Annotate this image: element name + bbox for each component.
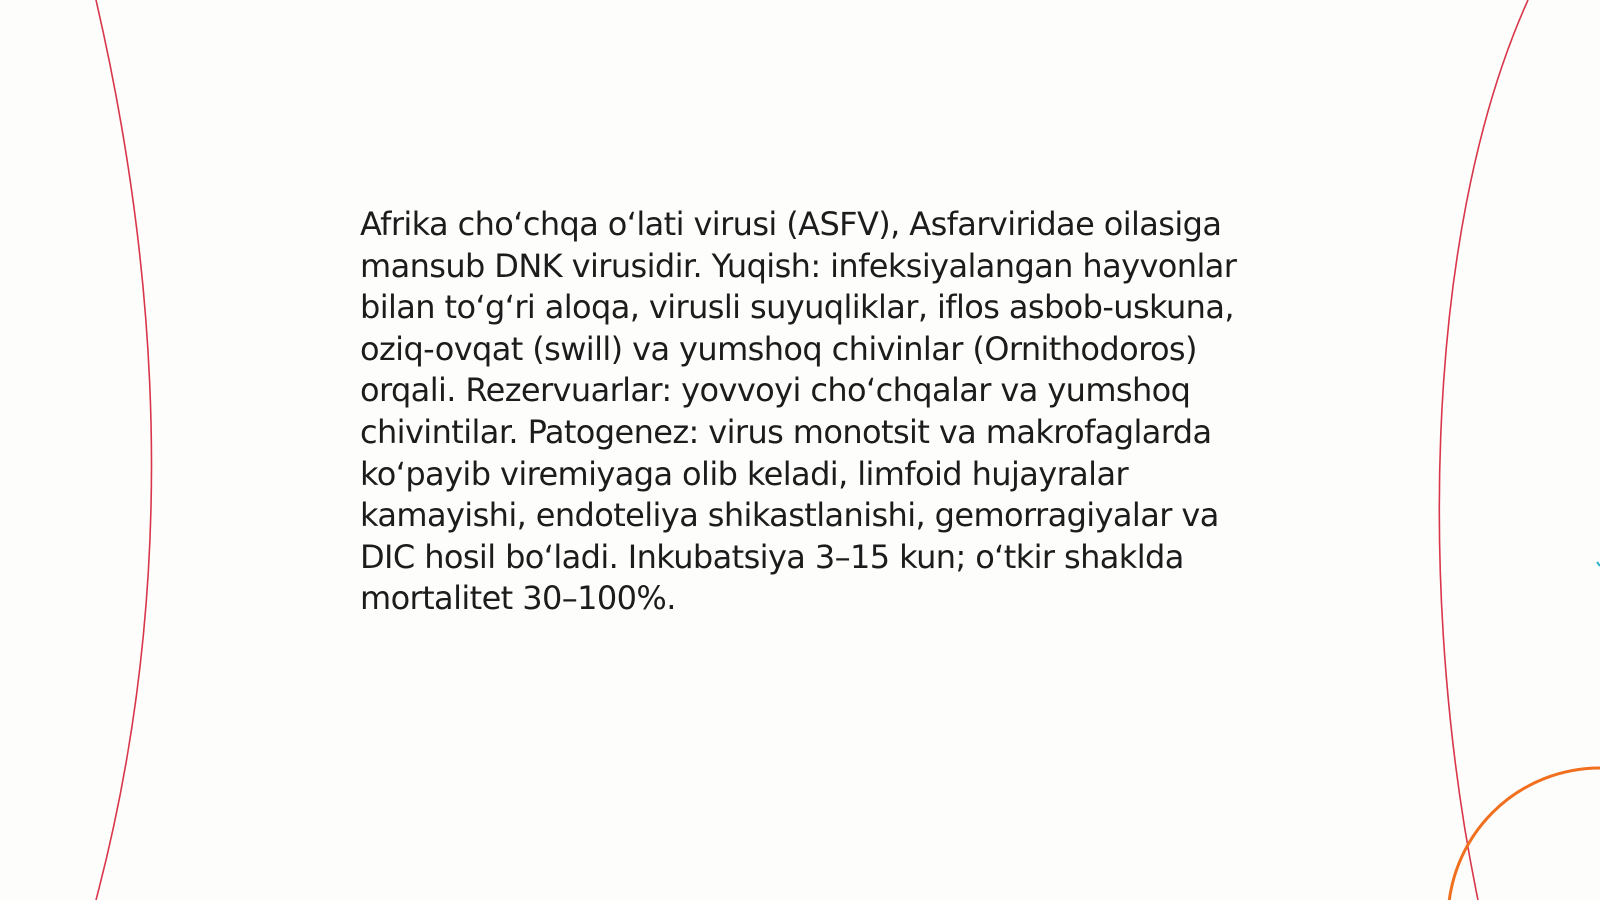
slide-body-text: Afrika choʻchqa oʻlati virusi (ASFV), Asfarviridae oilasiga mansub DNK virusidir. Yuqish: infeksiyalangan hayvonlar bilan toʻgʻri aloqa, virusli suyuqliklar, iflos asbob-uskuna, oziq-ovqat (swill) va yumshoq chivinlar (Ornithodoros) orqali. Rezervuarlar: yovvoyi choʻchqalar va yumshoq chivintilar. Patogenez: virus monotsit va makrofaglarda koʻpayib viremiyaga olib keladi, limfoid hujayralar kamayishi, endoteliya shikastlanishi, gemorragiyalar va DIC hosil boʻladi. Inkubatsiya 3–15 kun; oʻtkir shaklda mortalitet 30–100%. (360, 205, 1237, 618)
right-curve (1439, 0, 1528, 900)
left-curve (96, 0, 152, 900)
accent-arc (1448, 768, 1600, 900)
